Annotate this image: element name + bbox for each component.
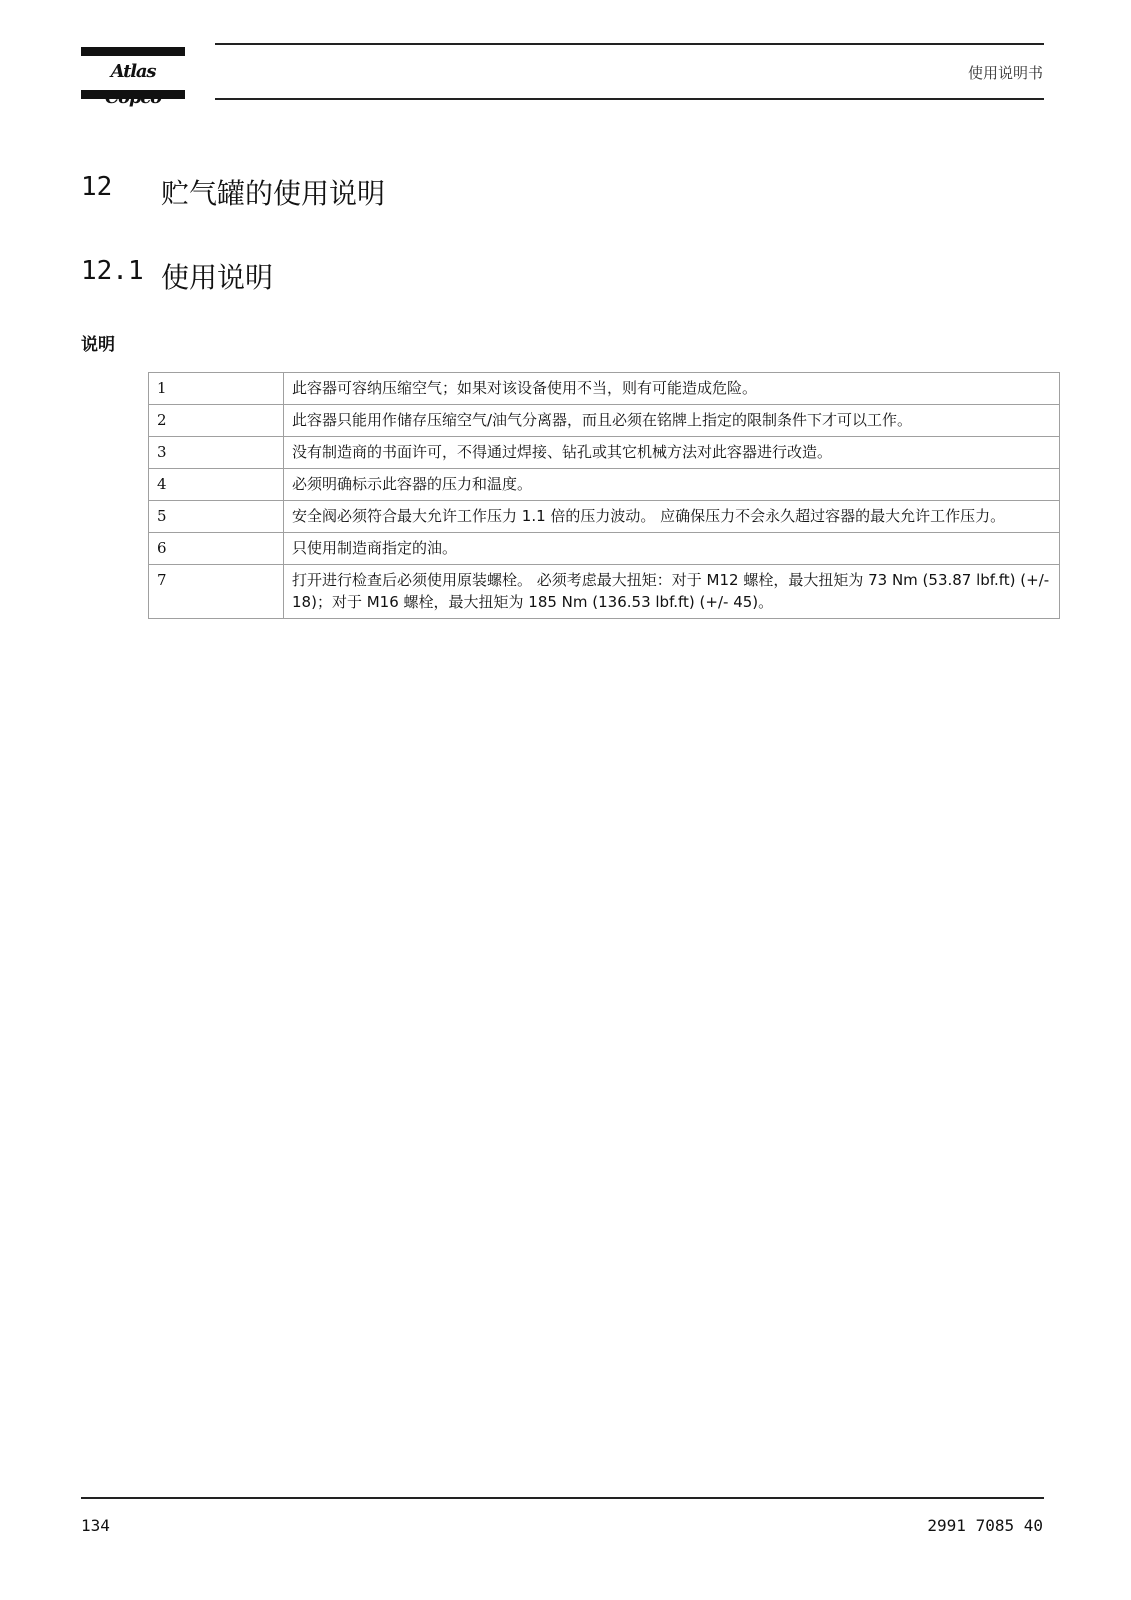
section-number: 12.1 bbox=[81, 256, 144, 286]
logo-bar-bottom bbox=[81, 90, 185, 99]
atlas-copco-logo bbox=[81, 47, 185, 99]
section-heading bbox=[81, 256, 273, 296]
header-rule-top bbox=[215, 43, 1044, 45]
table-row bbox=[149, 501, 1060, 533]
subheading: 说明 bbox=[81, 335, 115, 355]
document-number: 2991 7085 40 bbox=[927, 1516, 1043, 1535]
header-rule-bottom bbox=[215, 98, 1044, 100]
table-row bbox=[149, 533, 1060, 565]
row-text: 没有制造商的书面许可，不得通过焊接、钻孔或其它机械方法对此容器进行改造。 bbox=[284, 437, 1060, 469]
row-index: 5 bbox=[149, 501, 284, 533]
section-title: 使用说明 bbox=[161, 261, 274, 294]
page-number: 134 bbox=[81, 1516, 110, 1535]
row-text: 此容器可容纳压缩空气；如果对该设备使用不当，则有可能造成危险。 bbox=[284, 373, 1060, 405]
row-index: 7 bbox=[149, 565, 284, 619]
table-row bbox=[149, 469, 1060, 501]
row-index: 1 bbox=[149, 373, 284, 405]
row-text: 必须明确标示此容器的压力和温度。 bbox=[284, 469, 1060, 501]
row-text: 安全阀必须符合最大允许工作压力 1.1 倍的压力波动。 应确保压力不会永久超过容器的最大允许工作压力。 bbox=[284, 501, 1060, 533]
row-text: 此容器只能用作储存压缩空气/油气分离器，而且必须在铭牌上指定的限制条件下才可以工作。 bbox=[284, 405, 1060, 437]
row-text: 只使用制造商指定的油。 bbox=[284, 533, 1060, 565]
logo-bar-top bbox=[81, 47, 185, 56]
table-row bbox=[149, 405, 1060, 437]
table-row bbox=[149, 565, 1060, 619]
footer-rule bbox=[81, 1497, 1044, 1499]
table-row bbox=[149, 437, 1060, 469]
notes-table bbox=[148, 372, 1060, 619]
chapter-number: 12 bbox=[81, 172, 113, 202]
logo-wordmark: Atlas bbox=[110, 61, 156, 82]
row-index: 3 bbox=[149, 437, 284, 469]
chapter-heading bbox=[81, 172, 385, 212]
table-row bbox=[149, 373, 1060, 405]
row-index: 6 bbox=[149, 533, 284, 565]
row-index: 2 bbox=[149, 405, 284, 437]
row-index: 4 bbox=[149, 469, 284, 501]
chapter-title: 贮气罐的使用说明 bbox=[161, 177, 386, 210]
row-text: 打开进行检查后必须使用原装螺栓。 必须考虑最大扭矩：对于 M12 螺栓，最大扭矩为 73 Nm (53.87 lbf.ft) (+/- 18)；对于 M16 螺栓，最大扭矩为 185 Nm (136.53 lbf.ft) (+/- 45)。 bbox=[284, 565, 1060, 619]
header-title: 使用说明书 bbox=[967, 64, 1043, 82]
